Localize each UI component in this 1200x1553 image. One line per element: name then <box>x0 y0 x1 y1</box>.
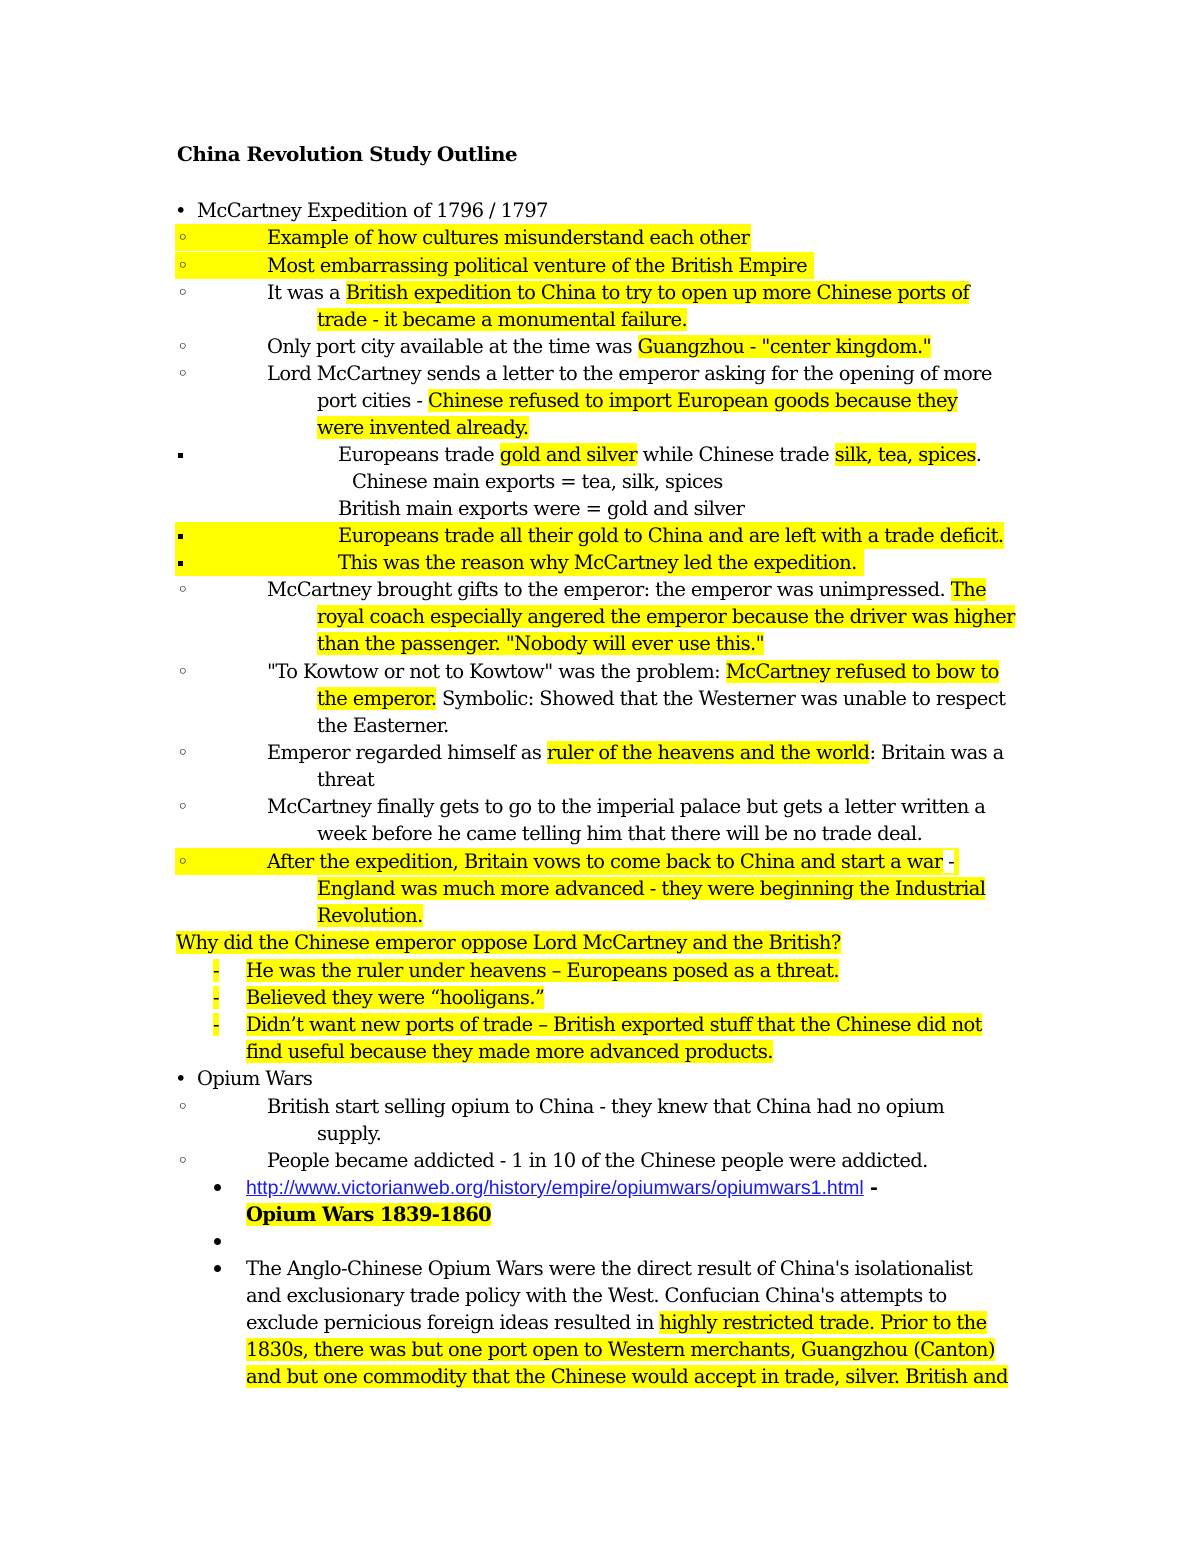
dash-marker <box>213 984 219 1011</box>
outline-item <box>267 576 986 603</box>
bullet-icon <box>214 1184 221 1191</box>
paragraph-line <box>246 1336 995 1363</box>
sub-item: Europeans trade all their gold to China and are left with a trade deficit. <box>338 524 1004 547</box>
paragraph-line: and exclusionary trade policy with the West. Confucian China's attempts to <box>246 1284 947 1307</box>
text-run: "To Kowtow or not to Kowtow" was the problem: <box>267 660 726 683</box>
paragraph-line: The Anglo-Chinese Opium Wars were the direct result of China's isolationalist <box>246 1257 973 1280</box>
text-run: . <box>975 443 982 466</box>
text-run: - <box>942 850 955 873</box>
text-run: - <box>863 1176 878 1199</box>
ring-marker: ◦ <box>177 335 188 358</box>
outline-item <box>267 333 931 360</box>
ring-marker: ◦ <box>177 1095 188 1118</box>
ring-marker: ◦ <box>177 795 188 818</box>
outline-item-continued: week before he came telling him that there will be no trade deal. <box>317 822 923 845</box>
outline-item: Lord McCartney sends a letter to the emperor asking for the opening of more <box>267 362 992 385</box>
text-run: Symbolic: Showed that the Westerner was unable to respect <box>436 687 1006 710</box>
bullet-icon <box>214 1265 221 1272</box>
answer-item <box>246 984 544 1011</box>
text-run: exclude pernicious foreign ideas resulted in <box>246 1311 660 1334</box>
outline-item-continued <box>317 306 687 333</box>
highlighted-text: ruler of the heavens and the world <box>546 741 870 764</box>
highlighted-text: Revolution. <box>317 904 423 927</box>
highlighted-text: - <box>213 959 219 982</box>
outline-item <box>267 848 954 875</box>
opium-wars-link[interactable]: http://www.victorianweb.org/history/empire/opiumwars/opiumwars1.html <box>246 1177 864 1199</box>
outline-item-continued <box>317 875 985 902</box>
section-heading-mccartney: McCartney Expedition of 1796 / 1797 <box>197 199 548 222</box>
paragraph-line <box>246 1363 1008 1390</box>
sub-item <box>338 441 981 468</box>
outline-item-continued <box>317 685 1005 712</box>
outline-item-continued: supply. <box>317 1122 382 1145</box>
highlighted-text: - <box>213 986 219 1009</box>
text-run: Europeans trade <box>338 443 500 466</box>
outline-item-continued: the Easterner. <box>317 714 449 737</box>
highlighted-text: royal coach especially angered the emperor because the driver was higher <box>317 605 1015 628</box>
ring-marker: ◦ <box>177 578 188 601</box>
ring-marker: ◦ <box>177 281 188 304</box>
text-run: It was a <box>267 281 346 304</box>
link-item <box>246 1174 877 1201</box>
sub-item: This was the reason why McCartney led the expedition. <box>338 551 857 574</box>
dash-marker <box>213 957 219 984</box>
square-bullet-icon <box>178 534 183 539</box>
outline-item: People became addicted - 1 in 10 of the Chinese people were addicted. <box>267 1149 928 1172</box>
text-run: : Britain was a <box>869 741 1004 764</box>
text-run: McCartney brought gifts to the emperor: the emperor was unimpressed. <box>267 578 951 601</box>
sub-item-note: Chinese main exports = tea, silk, spices <box>352 470 723 493</box>
highlighted-text: Believed they were “hooligans.” <box>246 986 545 1009</box>
ring-marker: ◦ <box>177 660 188 683</box>
ring-marker: ◦ <box>177 226 188 249</box>
outline-item: Most embarrassing political venture of the British Empire <box>267 254 808 277</box>
highlighted-text: find useful because they made more advanced products. <box>246 1040 773 1063</box>
ring-marker: ◦ <box>177 1149 188 1172</box>
text-run: Only port city available at the time was <box>267 335 638 358</box>
outline-item-continued <box>317 902 423 929</box>
outline-item <box>267 658 999 685</box>
highlighted-text: Opium Wars 1839-1860 <box>246 1203 492 1226</box>
outline-item-continued <box>317 630 764 657</box>
outline-item: McCartney finally gets to go to the imperial palace but gets a letter written a <box>267 795 986 818</box>
text-run: Emperor regarded himself as <box>267 741 547 764</box>
text-run: port cities - <box>317 389 428 412</box>
highlighted-text: gold and silver <box>499 443 638 466</box>
outline-item: Example of how cultures misunderstand each other <box>267 226 750 249</box>
highlighted-text: highly restricted trade. Prior to the <box>659 1311 987 1334</box>
outline-item-continued <box>317 603 1015 630</box>
page-title: China Revolution Study Outline <box>177 142 518 166</box>
text-run: After the expedition, Britain vows to come back to China and start a war <box>267 850 943 873</box>
bullet-icon <box>214 1238 221 1245</box>
outline-item-continued <box>317 414 529 441</box>
outline-item-continued: threat <box>317 768 375 791</box>
outline-item-continued <box>317 387 957 414</box>
question-heading <box>176 929 841 956</box>
outline-item <box>267 279 969 306</box>
highlighted-text: McCartney refused to bow to <box>725 660 999 683</box>
highlighted-text: than the passenger. "Nobody will ever use this." <box>317 632 764 655</box>
text-run: while Chinese trade <box>637 443 835 466</box>
highlighted-text: 1830s, there was but one port open to Western merchants, <box>246 1338 802 1361</box>
highlighted-text: England was much more advanced - they were beginning the Industrial <box>317 877 986 900</box>
highlighted-text: Guangzhou (Canton) <box>801 1338 995 1361</box>
highlighted-text: the emperor. <box>317 687 437 710</box>
outline-item: British start selling opium to China - they knew that China had no opium <box>267 1095 945 1118</box>
highlighted-text: trade - it became a monumental failure. <box>317 308 688 331</box>
highlighted-text: British expedition to China to try to open up more Chinese ports of <box>345 281 970 304</box>
answer-item <box>246 957 839 984</box>
paragraph-line <box>246 1309 987 1336</box>
section-heading-opium: Opium Wars <box>197 1067 313 1090</box>
bullet-marker: • <box>175 199 186 222</box>
ring-marker: ◦ <box>177 362 188 385</box>
highlighted-text: He was the ruler under heavens – Europeans posed as a threat. <box>246 959 839 982</box>
highlighted-text: - <box>213 1013 219 1036</box>
ring-marker: ◦ <box>177 850 188 873</box>
outline-item <box>267 739 1004 766</box>
ring-marker: ◦ <box>177 741 188 764</box>
highlighted-text: Chinese refused to import European goods because they <box>427 389 958 412</box>
highlighted-text: Why did the Chinese emperor oppose Lord McCartney and the British? <box>176 931 841 954</box>
highlighted-text: and but one commodity that the Chinese would accept in trade, silver. British and <box>246 1365 1008 1388</box>
highlighted-text: Didn’t want new ports of trade – British exported stuff that the Chinese did not <box>246 1013 982 1036</box>
answer-item <box>246 1011 982 1038</box>
highlighted-text: silk, tea, spices <box>834 443 976 466</box>
highlighted-text: The <box>950 578 987 601</box>
highlighted-text: Guangzhou - "center kingdom." <box>637 335 932 358</box>
square-bullet-icon <box>178 453 183 458</box>
bullet-marker: • <box>175 1067 186 1090</box>
highlighted-text: were invented already. <box>317 416 529 439</box>
dash-marker <box>213 1011 219 1038</box>
sub-item-note: British main exports were = gold and silver <box>338 497 745 520</box>
ring-marker: ◦ <box>177 254 188 277</box>
square-bullet-icon <box>178 561 183 566</box>
link-title <box>246 1201 491 1228</box>
answer-item-continued <box>246 1038 773 1065</box>
